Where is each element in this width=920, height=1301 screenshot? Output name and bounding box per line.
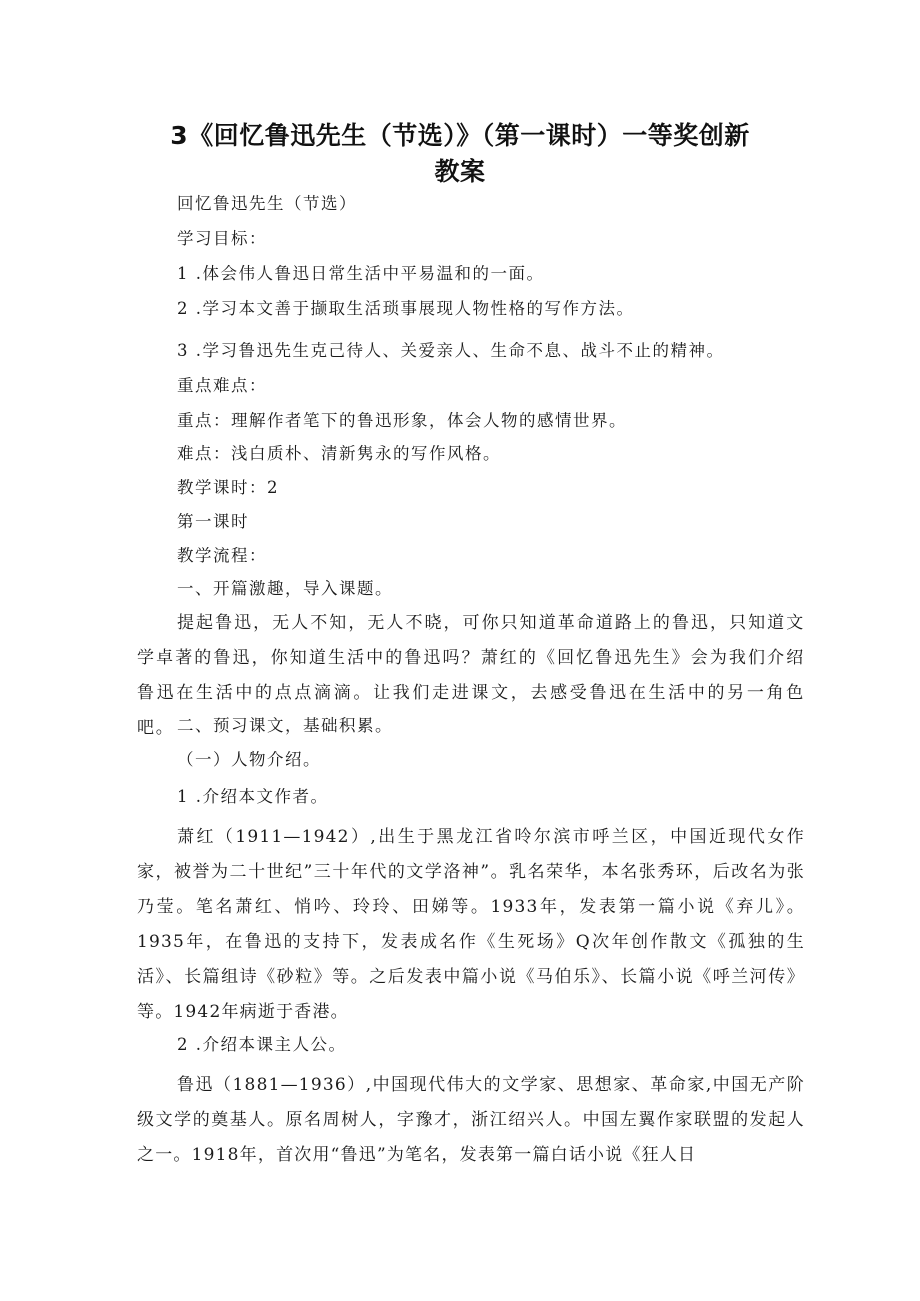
- section-heading-key-points: 重点难点：: [177, 376, 267, 395]
- class-hours: 教学课时：2: [177, 478, 279, 497]
- subsection-character-intro: （一）人物介绍。: [177, 750, 321, 769]
- item-protagonist-intro: 2 .介绍本课主人公。: [177, 1035, 347, 1054]
- section-heading-procedure: 教学流程：: [177, 546, 267, 565]
- lesson-subtitle: 回忆鲁迅先生（节选）: [177, 194, 357, 213]
- document-title-line-1: 3《回忆鲁迅先生（节选）》（第一课时）一等奖创新: [170, 121, 750, 150]
- objective-item-3: 3 .学习鲁迅先生克己待人、关爱亲人、生命不息、战斗不止的精神。: [177, 341, 725, 360]
- key-point-focus: 重点：理解作者笔下的鲁迅形象，体会人物的感情世界。: [177, 411, 627, 430]
- key-point-difficulty: 难点：浅白质朴、清新隽永的写作风格。: [177, 444, 501, 463]
- objective-item-2: 2 .学习本文善于撷取生活琐事展现人物性格的写作方法。: [177, 299, 635, 318]
- intro-paragraph: 提起鲁迅，无人不知，无人不晓，可你只知道革命道路上的鲁迅，只知道文学卓著的鲁迅，你知道生活中的鲁迅吗？萧红的《回忆鲁迅先生》会为我们介绍鲁迅在生活中的点点滴滴。让我们走进课文，去感受鲁迅在生活中的另一角色吧。: [137, 613, 805, 738]
- step-2-heading: 二、预习课文，基础积累。: [177, 716, 393, 735]
- section-heading-objectives: 学习目标：: [177, 229, 267, 248]
- objective-item-1: 1 .体会伟人鲁迅日常生活中平易温和的一面。: [177, 264, 545, 283]
- protagonist-paragraph: 鲁迅（1881—1936）,中国现代伟大的文学家、思想家、革命家,中国无产阶级文学的奠基人。原名周树人，字豫才，浙江绍兴人。中国左翼作家联盟的发起人之一。1918年，首次用“鲁迅”为笔名，发表第一篇白话小说《狂人日: [137, 1075, 805, 1165]
- first-period-label: 第一课时: [177, 512, 249, 531]
- step-1-heading: 一、开篇激趣，导入课题。: [177, 579, 393, 598]
- author-paragraph: 萧红（1911—1942）,出生于黑龙江省呤尔滨市呼兰区，中国近现代女作家，被誉为二十世纪”三十年代的文学洛神”。乳名荣华，本名张秀环，后改名为张乃莹。笔名萧红、悄吟、玲玲、田娣等。1933年，发表第一篇小说《弃儿》。1935年，在鲁迅的支持下，发表成名作《生死场》Q次年创作散文《孤独的生活》、长篇组诗《砂粒》等。之后发表中篇小说《马伯乐》、长篇小说《呼兰河传》等。1942年病逝于香港。: [137, 827, 805, 1022]
- document-title-line-2: 教案: [434, 157, 486, 186]
- item-author-intro: 1 .介绍本文作者。: [177, 787, 329, 806]
